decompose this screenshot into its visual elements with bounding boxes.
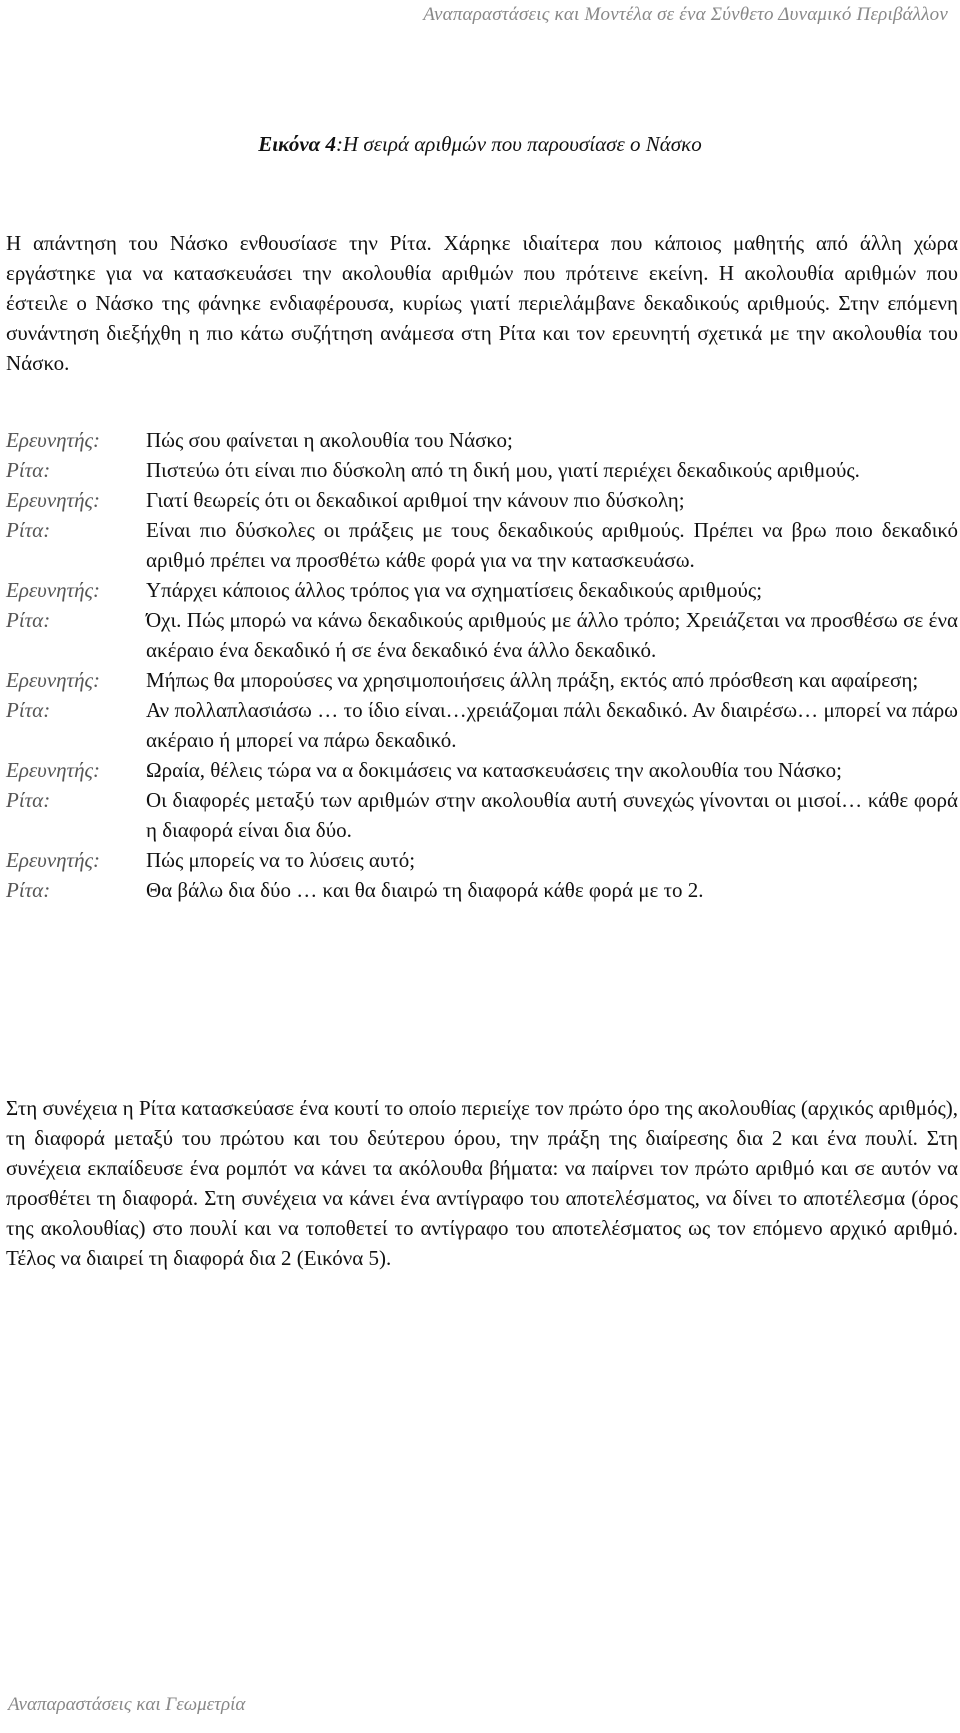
- speaker-label: Ρίτα:: [6, 608, 51, 632]
- dialogue-turn: [6, 455, 958, 485]
- speaker-label: Ρίτα:: [6, 788, 51, 812]
- dialogue-turn: [6, 515, 958, 575]
- utterance: Πώς μπορείς να το λύσεις αυτό;: [146, 848, 416, 872]
- closing-paragraph: Στη συνέχεια η Ρίτα κατασκεύασε ένα κουτί το οποίο περιείχε τον πρώτο όρο της ακολουθίας (αρχικός αριθμός), τη διαφορά μεταξύ του πρώτου και του δεύτερου όρου, την πράξη της διαίρεσης δια 2 και ένα πουλί. Στη συνέχεια εκπαίδευσε ένα ρομπότ να κάνει τα ακόλουθα βήματα: να παίρνει τον πρώτο αριθμό και σε αυτόν να προσθέτει τη διαφορά. Στη συνέχεια να κάνει ένα αντίγραφο του αποτελέσματος, να δίνει το αποτέλεσμα (όρος της ακολουθίας) στο πουλί και να τοποθετεί το αντίγραφο του αποτελέσματος ως τον επόμενο αρχικό αριθμό. Τέλος να διαιρεί τη διαφορά δια 2 (Εικόνα 5).: [6, 1096, 958, 1270]
- speaker-label: Ρίτα:: [6, 698, 51, 722]
- caption-label: Εικόνα 4: [258, 132, 337, 156]
- speaker-label: Ερευνητής:: [6, 428, 101, 452]
- speaker-label: Ερευνητής:: [6, 848, 101, 872]
- speaker-label: Ερευνητής:: [6, 578, 101, 602]
- figure-caption: [0, 132, 960, 157]
- caption-text: :Η σειρά αριθμών που παρουσίασε ο Νάσκο: [336, 132, 702, 156]
- utterance: Αν πολλαπλασιάσω … το ίδιο είναι…χρειάζομαι πάλι δεκαδικό. Αν διαιρέσω… μπορεί να πάρω ακέραιο ή μπορεί να πάρω δεκαδικό.: [146, 698, 958, 752]
- utterance: Οι διαφορές μεταξύ των αριθμών στην ακολουθία αυτή συνεχώς γίνονται οι μισοί… κάθε φορά η διαφορά είναι δια δύο.: [146, 788, 958, 842]
- dialogue-turn: [6, 425, 958, 455]
- utterance: Μήπως θα μπορούσες να χρησιμοποιήσεις άλλη πράξη, εκτός από πρόσθεση και αφαίρεση;: [146, 668, 919, 692]
- speaker-label: Ρίτα:: [6, 878, 51, 902]
- dialogue-turn: [6, 575, 958, 605]
- intro-paragraph: Η απάντηση του Νάσκο ενθουσίασε την Ρίτα. Χάρηκε ιδιαίτερα που κάποιος μαθητής από άλλη χώρα εργάστηκε για να κατασκευάσει την ακολουθία αριθμών που πρότεινε εκείνη. Η ακολουθία αριθμών που έστειλε ο Νάσκο της φάνηκε ενδιαφέρουσα, κυρίως γιατί περιελάμβανε δεκαδικούς αριθμούς. Στην επόμενη συνάντηση διεξήχθη η πιο κάτω συζήτηση ανάμεσα στη Ρίτα και τον ερευνητή σχετικά με την ακολουθία του Νάσκο.: [6, 231, 958, 375]
- dialogue-turn: [6, 875, 958, 905]
- dialogue-transcript: [6, 425, 958, 905]
- speaker-label: Ρίτα:: [6, 518, 51, 542]
- dialogue-turn: [6, 785, 958, 845]
- running-footer: Αναπαραστάσεις και Γεωμετρία: [8, 1694, 246, 1715]
- utterance: Είναι πιο δύσκολες οι πράξεις με τους δεκαδικούς αριθμούς. Πρέπει να βρω ποιο δεκαδικό αριθμό πρέπει να προσθέτω κάθε φορά για να την κατασκευάσω.: [146, 518, 958, 572]
- utterance: Πώς σου φαίνεται η ακολουθία του Νάσκο;: [146, 428, 513, 452]
- utterance: Υπάρχει κάποιος άλλος τρόπος για να σχηματίσεις δεκαδικούς αριθμούς;: [146, 578, 763, 602]
- dialogue-turn: [6, 665, 958, 695]
- utterance: Όχι. Πώς μπορώ να κάνω δεκαδικούς αριθμούς με άλλο τρόπο; Χρειάζεται να προσθέσω σε ένα ακέραιο ένα δεκαδικό ή σε ένα δεκαδικό ένα άλλο δεκαδικό.: [146, 608, 958, 662]
- utterance: Θα βάλω δια δύο … και θα διαιρώ τη διαφορά κάθε φορά με το 2.: [146, 878, 704, 902]
- dialogue-turn: [6, 605, 958, 665]
- dialogue-turn: [6, 755, 958, 785]
- speaker-label: Ερευνητής:: [6, 668, 101, 692]
- running-header: Αναπαραστάσεις και Μοντέλα σε ένα Σύνθετο Δυναμικό Περιβάλλον: [423, 4, 948, 25]
- dialogue-turn: [6, 695, 958, 755]
- dialogue-turn: [6, 845, 958, 875]
- speaker-label: Ερευνητής:: [6, 488, 101, 512]
- utterance: Ωραία, θέλεις τώρα να α δοκιμάσεις να κατασκευάσεις την ακολουθία του Νάσκο;: [146, 758, 842, 782]
- utterance: Πιστεύω ότι είναι πιο δύσκολη από τη δική μου, γιατί περιέχει δεκαδικούς αριθμούς.: [146, 458, 860, 482]
- utterance: Γιατί θεωρείς ότι οι δεκαδικοί αριθμοί την κάνουν πιο δύσκολη;: [146, 488, 685, 512]
- dialogue-turn: [6, 485, 958, 515]
- speaker-label: Ερευνητής:: [6, 758, 101, 782]
- speaker-label: Ρίτα:: [6, 458, 51, 482]
